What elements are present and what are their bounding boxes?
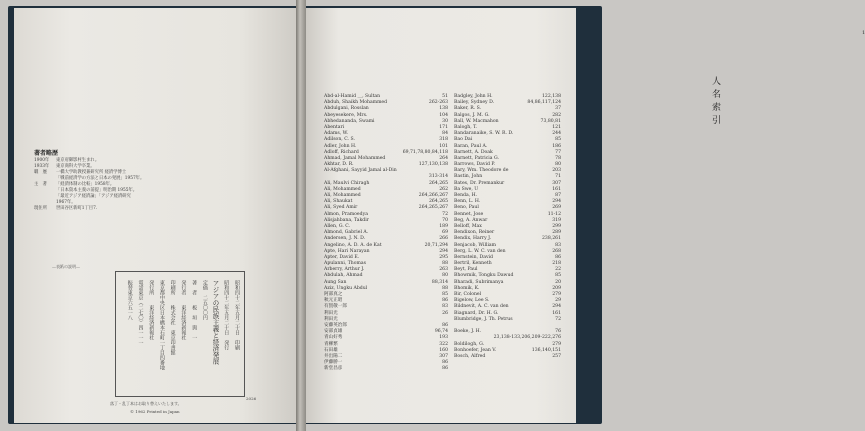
- about-row-label: 主 著: [34, 182, 47, 187]
- about-row-text: 一橋大学助教授兼研究所 経済学博士: [56, 170, 127, 175]
- index-entry-name: Ali, Syed Amir: [324, 205, 358, 211]
- index-entry-name: 安部貞雄: [324, 329, 343, 335]
- index-entry-pages: 171: [439, 124, 448, 130]
- index-entry-pages: 37: [555, 106, 561, 112]
- copyright-line: © 1962 Printed in Japan: [130, 409, 180, 414]
- colophon-line: 定価 二五〇〇円: [201, 280, 208, 320]
- index-entry-name: Apte, Hari Narayan: [324, 248, 370, 254]
- index-entry-pages: 86: [442, 322, 448, 328]
- left-page: [14, 8, 296, 423]
- index-entry-name: 秋元正昭: [324, 298, 343, 304]
- index-entry-name: Adilson, C. S.: [324, 137, 355, 143]
- index-entry-pages: 51: [442, 94, 448, 99]
- index-entry-pages: 72: [555, 316, 561, 322]
- index-entry-pages: 322: [439, 341, 448, 347]
- index-entry-pages: 299: [552, 223, 561, 229]
- index-entry-name: Bendix, Harry J.: [454, 236, 492, 242]
- index-entry-name: Bildnevit, A. C. van den: [454, 304, 509, 310]
- index-entry-name: Bandaranaike, S. W. R. D.: [454, 131, 514, 137]
- index-entry-pages: 294: [552, 199, 561, 205]
- index-entry-name: Alisjahbana, Takdir: [324, 217, 369, 223]
- index-entry-pages: 186: [552, 143, 561, 149]
- index-entry-name: Barnett, A. Doak: [454, 149, 493, 155]
- colophon-line: 発行所 東洋経済新報社: [148, 280, 155, 340]
- index-entry-name: Blumbridge, J. Th. Petrus: [454, 316, 513, 322]
- index-entry-name: Balogh, T.: [454, 124, 478, 130]
- index-entry-pages: 264,265: [429, 199, 448, 205]
- index-entry-pages: 85: [442, 292, 448, 297]
- index-entry-pages: 26: [442, 310, 448, 316]
- index-entry-pages: 263: [439, 267, 448, 273]
- colophon-line: 東京都中央区日本橋本石町一丁目四番地: [158, 280, 165, 370]
- index-entry-pages: 264: [439, 155, 448, 161]
- index-entry-pages: 122,138: [542, 94, 561, 99]
- index-entry-pages: 282: [552, 112, 561, 118]
- replacement-note: 落丁・乱丁本はお取り替えいたします。: [110, 401, 182, 406]
- index-entry-name: Beg, A. Anwar: [454, 217, 488, 223]
- index-entry-name: Ali, Mohammed: [324, 193, 361, 198]
- index-entry-name: Ali, Shaukat: [324, 199, 353, 205]
- colophon-line: 昭和四十二年五月二十日 発行: [223, 280, 230, 350]
- index-entry-pages: 121: [552, 124, 561, 130]
- index-entry-pages: 279: [552, 341, 561, 347]
- index-entry-name: Ahmad, Jamal Mohammed: [324, 155, 386, 161]
- about-row-text: 世田谷区新町1丁目7.: [56, 206, 98, 211]
- colophon-line: 電話東京（二七〇）四一一一: [137, 280, 144, 345]
- index-entry-name: Bastin, John: [454, 174, 483, 180]
- about-row-text: 「最近アジア経済論」「アジア経済研究: [56, 194, 131, 199]
- index-entry-name: 有賀敬一郎: [324, 304, 347, 310]
- colophon-line: 著 者 板 垣 與 一: [191, 280, 198, 340]
- index-entry-name: Baran, Paul A.: [454, 143, 488, 149]
- index-entry-name: 阿部真之: [324, 292, 343, 297]
- about-row: [34, 206, 152, 212]
- index-entry-name: 利田光: [324, 316, 338, 322]
- index-entry-name: Adler, John H.: [324, 143, 357, 149]
- about-row-label: 職 歴: [34, 170, 47, 175]
- index-entry-pages: 86: [442, 298, 448, 304]
- index-entry-pages: 85: [555, 137, 561, 143]
- index-entry-pages: 23,138-133,206,209-222,276: [493, 335, 561, 341]
- index-entry-pages: 262: [439, 186, 448, 192]
- index-entry-name: Balgos, J. M. G.: [454, 112, 490, 118]
- about-row-text: 東京商科大学卒業。: [56, 164, 95, 169]
- index-entry-name: Bharadi, Subrimanya: [454, 279, 504, 285]
- index-entry-name: Bennet, Jose: [454, 211, 484, 217]
- index-entry-name: Bertril, Kenneth: [454, 261, 492, 267]
- index-column-left: [324, 94, 448, 372]
- index-entry-name: Bendixon, Reiner: [454, 230, 495, 236]
- index-entry-pages: 266: [439, 236, 448, 242]
- code-number: 2026: [246, 396, 257, 401]
- index-entry-name: Abeyesekere, Mrs.: [324, 112, 368, 118]
- about-row-label: 現住所: [34, 206, 47, 211]
- index-entry-name: Belloff, Max: [454, 223, 482, 229]
- index-entry-pages: 193: [439, 335, 448, 341]
- colophon-line: 振替東京六五一八: [126, 280, 133, 320]
- index-entry-name: Bary, Wm. Theodore de: [454, 168, 509, 174]
- index-entry-pages: 73,80,81: [540, 118, 561, 124]
- index-entry-pages: 244: [552, 131, 561, 137]
- index-entry-pages: 11-12: [547, 211, 561, 217]
- index-entry-name: Bernstein, David: [454, 254, 493, 260]
- index-entry-pages: 264,265: [429, 180, 448, 186]
- index-entry-pages: 84: [442, 131, 448, 137]
- index-entry-name: Allen, G. C.: [324, 223, 351, 229]
- colophon-box: [115, 271, 245, 397]
- index-entry-name: Akhtar, D. R.: [324, 162, 354, 168]
- index-entry-pages: 69,71,78,80,84,118: [402, 149, 448, 155]
- index-entry-pages: 78: [555, 155, 561, 161]
- index-entry-pages: 88,314: [431, 279, 448, 285]
- index-entry-pages: 88: [442, 285, 448, 291]
- index-entry-name: Bigelow, Lee S.: [454, 298, 490, 304]
- index-entry-name: Ali, Mohammed: [324, 186, 361, 192]
- index-entry-name: Almond, Gabriel A.: [324, 230, 369, 236]
- about-author-heading: 著者略歴: [34, 150, 59, 157]
- index-entry-pages: 71: [555, 174, 561, 180]
- index-entry-name: Angelino, A. D. A. de Kat: [324, 242, 382, 248]
- index-entry-pages: 264,265,267: [418, 205, 448, 211]
- page-number: 1: [862, 30, 865, 36]
- index-entry-name: Bates, Dr. Premankur: [454, 180, 505, 186]
- index-entry-pages: 127,130,138: [418, 162, 448, 168]
- about-row-label: 1933年: [34, 164, 50, 169]
- index-entry-name: Almon, Pramoedya: [324, 211, 368, 217]
- index-entry-name: Bir, Colonel: [454, 292, 482, 297]
- index-entry-pages: 96,74: [434, 329, 448, 335]
- index-entry-pages: 83: [442, 304, 448, 310]
- index-entry-name: Bao Dai: [454, 137, 473, 143]
- index-entry-pages: 69: [442, 230, 448, 236]
- index-entry-name: 青柳繁: [324, 341, 338, 347]
- index-entry-pages: 29: [555, 298, 561, 304]
- index-entry-pages: 80: [442, 273, 448, 279]
- index-entry-pages: 294: [439, 248, 448, 254]
- index-entry-name: 新堂昌彦: [324, 366, 343, 372]
- index-entry-name: Baker, R. S.: [454, 106, 482, 112]
- about-author-list: [34, 158, 152, 212]
- index-entry-name: Abentari: [324, 124, 345, 130]
- index-entry-pages: 161: [552, 186, 561, 192]
- index-entry-pages: 87: [555, 193, 561, 198]
- index-entry-pages: 269: [552, 205, 561, 211]
- index-entry-pages: 77: [555, 149, 561, 155]
- index-entry-name: Benda, H.: [454, 193, 478, 198]
- index-entry-pages: 295: [439, 254, 448, 260]
- cover-description-separator: —表紙の説明—: [52, 264, 80, 269]
- index-entry-pages: 76: [555, 329, 561, 335]
- index-entry-pages: 268: [552, 248, 561, 254]
- index-entry-name: 青山好秀: [324, 335, 343, 341]
- index-entry-pages: 238,261: [542, 236, 561, 242]
- index-entry-name: Benjacob, William: [454, 242, 497, 248]
- index-entry-pages: 20: [555, 279, 561, 285]
- index-entry-pages: 136,140,151: [531, 347, 561, 353]
- colophon-line: 印刷所 株式会社 東京印書館: [169, 280, 176, 355]
- index-entry-pages: 30: [442, 118, 448, 124]
- about-row-text: 1967年。: [56, 200, 76, 205]
- index-entry-name: Adams, W.: [324, 131, 349, 137]
- index-entry-pages: 86: [442, 366, 448, 372]
- index-entry-name: Al-Afghani, Sayyid Jamal al-Din: [324, 168, 397, 174]
- index-title: 人名索引: [712, 77, 729, 126]
- index-entry-name: 利田光: [324, 310, 338, 316]
- index-entry-name: Barnett, Patricia G.: [454, 155, 499, 161]
- index-entry-pages: 313-314: [428, 174, 448, 180]
- index-entry-pages: 86: [442, 360, 448, 366]
- colophon-line: 昭和四十二年五月二十日 印刷: [234, 280, 240, 350]
- index-entry-pages: 318: [439, 137, 448, 143]
- index-entry-name: Boeke, J. H.: [454, 329, 482, 335]
- about-row-label: 1900年: [34, 158, 50, 163]
- index-entry-pages: 203: [552, 168, 561, 174]
- index-entry-name: Abd-al-Hamid ＿, Sultan: [324, 94, 381, 99]
- index-entry-pages: 319: [552, 217, 561, 223]
- index-entry-name: Berg, L. W. C. van den: [454, 248, 506, 254]
- index-entry-name: Boldilogh, G.: [454, 341, 485, 347]
- index-entry-pages: 20,71,294: [424, 242, 448, 248]
- index-entry-name: Ba Swe, U: [454, 186, 479, 192]
- index-entry-name: 井出陽二: [324, 353, 343, 359]
- index-entry-name: Abduh, Shaikh Mohammed: [324, 100, 388, 106]
- index-entry-name: Badgley, John H.: [454, 94, 493, 99]
- index-entry-pages: 209: [552, 285, 561, 291]
- index-entry-name: 安藤英治郎: [324, 322, 347, 328]
- index-entry-pages: 138: [439, 106, 448, 112]
- colophon-line: アジアの民族主義と経済発展: [211, 280, 220, 365]
- index-entry-pages: 262-263: [428, 100, 448, 106]
- index-entry-pages: 307: [552, 180, 561, 186]
- index-entry-pages: 85: [555, 273, 561, 279]
- index-entry-name: Ali, Maulvi Chiragh: [324, 180, 370, 186]
- index-entry: [324, 366, 448, 372]
- index-entry-name: Aung San: [324, 279, 347, 285]
- index-entry: [454, 354, 561, 360]
- index-entry-pages: 80: [555, 162, 561, 168]
- index-entry-pages: 83: [555, 242, 561, 248]
- index-entry-pages: 70: [442, 217, 448, 223]
- about-row-text: 「日本資本主義の前提」明治期 1955年。: [56, 188, 138, 193]
- index-entry-pages: 189: [439, 223, 448, 229]
- index-entry-pages: 22: [555, 267, 561, 273]
- index-entry-name: Abdulgani, Rosslan: [324, 106, 369, 112]
- index-entry-name: Aziz, Ungku Abdul: [324, 285, 368, 291]
- index-entry-pages: 161: [552, 310, 561, 316]
- index-entry-name: Bhowmik, Tongku Dawud: [454, 273, 514, 279]
- right-page: [306, 8, 865, 423]
- index-entry-name: Arberry, Arthur J.: [324, 267, 365, 273]
- index-entry-pages: 88: [442, 261, 448, 267]
- index-entry-pages: 257: [552, 353, 561, 359]
- index-entry-pages: 307: [439, 353, 448, 359]
- index-entry-name: Barrows, David P.: [454, 162, 495, 168]
- index-entry-name: Ball, W. Macmahon: [454, 118, 499, 124]
- index-entry-name: Abhedananda, Swami: [324, 118, 375, 124]
- index-entry-name: 伊藤勝一: [324, 360, 343, 366]
- index-entry-name: Apulanni, Thomas: [324, 261, 366, 267]
- index-entry-name: Bosch, Alfred: [454, 353, 486, 359]
- index-entry-pages: 86: [555, 254, 561, 260]
- index-entry-pages: 72: [442, 211, 448, 217]
- book-spine: [296, 0, 306, 431]
- index-entry-name: Beno, Paul: [454, 205, 479, 211]
- index-entry-name: Biagnard, Dr. H. G.: [454, 310, 499, 316]
- index-entry-pages: 218: [552, 261, 561, 267]
- index-entry-name: Beyt, Paul: [454, 267, 478, 273]
- index-entry-name: Benn, L. H.: [454, 199, 481, 205]
- index-column-right: [454, 94, 561, 360]
- index-entry-name: 石田雄: [324, 347, 338, 353]
- about-row-text: 「戦前経済学の方法と日本の発展」1957年。: [56, 176, 145, 181]
- index-entry-pages: 264,266,267: [418, 193, 448, 198]
- index-entry-pages: 160: [439, 347, 448, 353]
- about-row-text: 東京府御影村生まれ。: [56, 158, 100, 163]
- index-entry-pages: 101: [439, 143, 448, 149]
- index-entry-name: Andersen, J. N. D.: [324, 236, 366, 242]
- index-entry-name: Abdulah, Ahmad: [324, 273, 363, 279]
- index-entry-pages: 294: [552, 304, 561, 310]
- index-entry-pages: 289: [552, 230, 561, 236]
- index-entry-name: Adloff, Richard: [324, 149, 359, 155]
- index-entry-pages: 279: [552, 292, 561, 297]
- index-entry-name: Apter, David E.: [324, 254, 360, 260]
- colophon-line: 発行者 東洋経済新報社: [180, 280, 187, 340]
- index-entry-name: Bonhoefer, Jean V.: [454, 347, 497, 353]
- index-entry-pages: 84,86,117,124: [527, 100, 561, 106]
- about-row-text: 「経済体制の比較」1958年。: [56, 182, 115, 187]
- index-entry-pages: 104: [439, 112, 448, 118]
- index-entry-name: Bailey, Sydney D.: [454, 100, 495, 106]
- index-entry-name: Bhomik, K.: [454, 285, 480, 291]
